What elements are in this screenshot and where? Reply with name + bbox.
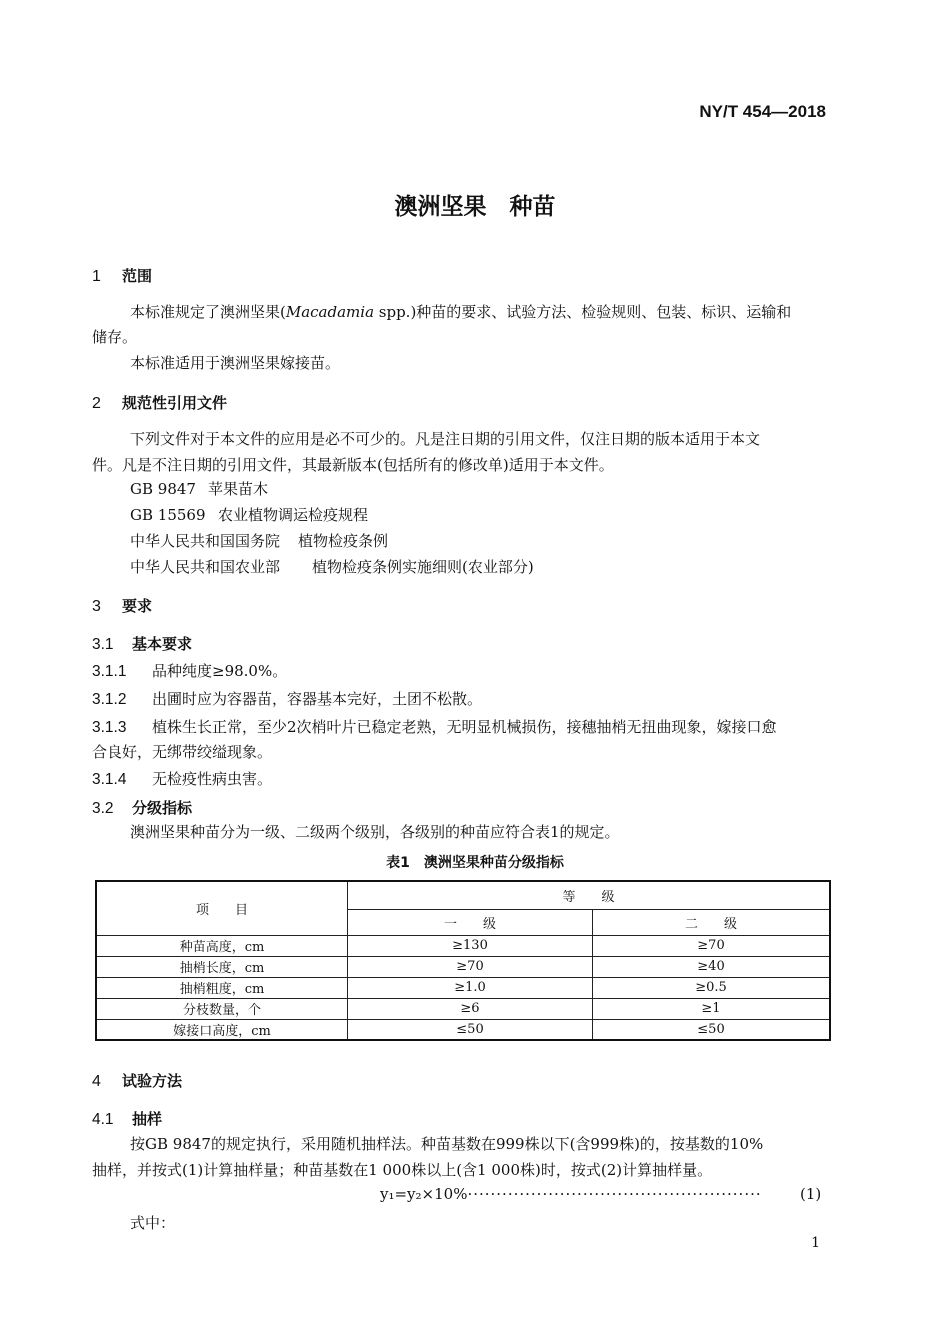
row-grade1: ≤50	[348, 1019, 593, 1040]
reference-item	[130, 554, 534, 580]
reference-code: GB 15569	[130, 506, 206, 524]
section-title: 规范性引用文件	[122, 394, 228, 412]
clause-number: 3.1.3	[92, 719, 127, 736]
section-number: 1	[92, 268, 101, 285]
table-row	[96, 956, 830, 977]
row-item: 抽梢长度，cm	[96, 956, 348, 977]
reference-code: GB 9847	[130, 480, 196, 498]
section-4-heading	[92, 1070, 182, 1091]
clause-3-1-1	[92, 660, 287, 681]
table-row	[96, 1019, 830, 1040]
row-grade2: ≥0.5	[593, 977, 831, 998]
scope-paragraph-line2: 储存。	[92, 328, 138, 346]
table-row	[96, 977, 830, 998]
subsection-title: 抽样	[132, 1110, 163, 1128]
row-grade2: ≥70	[593, 935, 831, 956]
section-3-heading	[92, 595, 152, 616]
clause-3-1-4	[92, 768, 272, 789]
table-row	[96, 998, 830, 1019]
row-item: 种苗高度，cm	[96, 935, 348, 956]
row-grade2: ≥1	[593, 998, 831, 1019]
clause-text: 植株生长正常，至少2次梢叶片已稳定老熟，无明显机械损伤，接穗抽梢无扭曲现象，嫁接口愈	[152, 718, 777, 736]
clause-number: 3.1.4	[92, 771, 127, 788]
clause-3-1-2	[92, 688, 482, 709]
reference-item	[130, 476, 268, 502]
clause-text: 出圃时应为容器苗，容器基本完好，土团不松散。	[152, 690, 483, 708]
row-item: 抽梢粗度，cm	[96, 977, 348, 998]
italic-text: Macadamia	[285, 303, 375, 321]
page-number: 1	[811, 1235, 820, 1251]
table-caption: 表1 澳洲坚果种苗分级指标	[386, 855, 564, 871]
reference-item	[130, 528, 388, 554]
section-1-heading	[92, 265, 152, 286]
reference-code: 中华人民共和国国务院	[130, 532, 281, 550]
row-grade1: ≥6	[348, 998, 593, 1019]
leader-dots: ···················································	[467, 1185, 762, 1203]
column-header-grade2: 二 级	[593, 909, 831, 935]
section-title: 要求	[122, 597, 153, 615]
clause-number: 3.1.1	[92, 663, 127, 680]
column-header-grade1: 一 级	[348, 909, 593, 935]
sampling-paragraph-line1: 按GB 9847的规定执行，采用随机抽样法。种苗基数在999株以下(含999株)的，按基数的10%	[130, 1135, 764, 1153]
section-number: 3	[92, 598, 101, 615]
row-grade1: ≥70	[348, 956, 593, 977]
scope-paragraph-line1	[130, 299, 791, 325]
clause-text: 品种纯度≥98.0%。	[152, 662, 288, 680]
refs-intro-line2: 件。凡是不注日期的引用文件，其最新版本(包括所有的修改单)适用于本文件。	[92, 456, 614, 474]
clause-3-1-3	[92, 716, 777, 737]
text-run: 本标准规定了澳洲坚果(	[130, 303, 286, 321]
section-number: 4	[92, 1073, 101, 1090]
section-number: 2	[92, 395, 101, 412]
row-item: 嫁接口高度，cm	[96, 1019, 348, 1040]
clause-3-1-3-continued: 合良好，无绑带绞缢现象。	[92, 743, 273, 761]
reference-name: 植物检疫条例	[298, 532, 389, 550]
row-item: 分枝数量，个	[96, 998, 348, 1019]
page-title: 澳洲坚果 种苗	[394, 194, 556, 220]
column-header-item: 项 目	[96, 881, 348, 935]
formula-1	[380, 1185, 762, 1203]
subsection-number: 3.1	[92, 636, 114, 653]
subsection-title: 基本要求	[132, 635, 193, 653]
grading-table	[95, 880, 831, 1041]
subsection-number: 3.2	[92, 800, 114, 817]
clause-number: 3.1.2	[92, 691, 127, 708]
row-grade1: ≥130	[348, 935, 593, 956]
grading-intro: 澳洲坚果种苗分为一级、二级两个级别，各级别的种苗应符合表1的规定。	[130, 823, 620, 841]
standard-code: NY/T 454—2018	[699, 102, 826, 121]
reference-code: 中华人民共和国农业部	[130, 558, 281, 576]
reference-name: 农业植物调运检疫规程	[218, 506, 369, 524]
subsection-4-1-heading	[92, 1108, 162, 1129]
section-2-heading	[92, 392, 227, 413]
reference-name: 植物检疫条例实施细则(农业部分)	[312, 558, 534, 576]
reference-name: 苹果苗木	[208, 480, 269, 498]
where-label: 式中：	[130, 1214, 176, 1232]
subsection-3-1-heading	[92, 633, 192, 654]
table-row	[96, 935, 830, 956]
section-title: 范围	[122, 267, 153, 285]
subsection-title: 分级指标	[132, 799, 193, 817]
text-run: spp.)种苗的要求、试验方法、检验规则、包装、标识、运输和	[374, 303, 792, 321]
section-title: 试验方法	[122, 1072, 183, 1090]
subsection-number: 4.1	[92, 1111, 114, 1128]
row-grade2: ≥40	[593, 956, 831, 977]
reference-item	[130, 502, 368, 528]
sampling-paragraph-line2: 抽样，并按式(1)计算抽样量；种苗基数在1 000株以上(含1 000株)时，按式(2)计算抽样量。	[92, 1161, 713, 1179]
formula-number: (1)	[800, 1185, 822, 1203]
subsection-3-2-heading	[92, 797, 192, 818]
row-grade2: ≤50	[593, 1019, 831, 1040]
row-grade1: ≥1.0	[348, 977, 593, 998]
refs-intro-line1: 下列文件对于本文件的应用是必不可少的。凡是注日期的引用文件，仅注日期的版本适用于本文	[130, 430, 761, 448]
column-header-grade: 等 级	[348, 881, 831, 909]
formula-text: y₁=y₂×10%	[380, 1185, 468, 1203]
scope-applicability: 本标准适用于澳洲坚果嫁接苗。	[130, 354, 341, 372]
clause-text: 无检疫性病虫害。	[152, 770, 273, 788]
